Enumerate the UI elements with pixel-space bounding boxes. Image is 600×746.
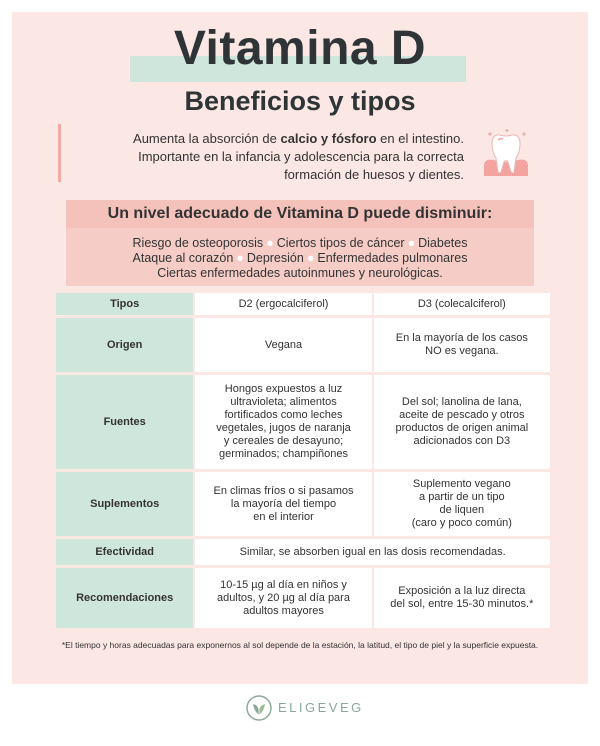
title-wrap (0, 22, 600, 76)
risk-list (66, 228, 534, 286)
d2-cell: Hongos expuestos a luz ultravioleta; alimentos fortificados como leches vegetales, jugos de naranja y cereales de desayuno; germinados; champiñones (195, 375, 371, 469)
shared-cell: Similar, se absorben igual en las dosis recomendadas. (195, 539, 550, 565)
table-row (56, 375, 550, 469)
risk-item: Ciertos tipos de cáncer (276, 236, 405, 250)
table-row (56, 568, 550, 628)
header-d3: D3 (colecalciferol) (374, 293, 550, 315)
table-row (56, 539, 550, 565)
intro-box (58, 124, 470, 182)
brand-name: ELIGEVEG (278, 700, 364, 715)
row-label: Origen (56, 318, 193, 372)
intro-text (64, 130, 464, 184)
d2-cell: 10-15 µg al día en niños y adultos, y 20 µg al día para adultos mayores (195, 568, 371, 628)
table-row (56, 472, 550, 536)
footnote: *El tiempo y horas adecuadas para exponernos al sol depende de la estación, la latitud, el tipo de piel y la superficie expuesta. (61, 640, 539, 650)
bullet-separator: ● (266, 236, 274, 250)
comparison-table (54, 290, 552, 631)
risk-line-2 (66, 251, 534, 266)
bullet-separator: ● (306, 251, 315, 265)
risk-item: Depresión (246, 251, 304, 265)
d2-cell: En climas fríos o si pasamos la mayoría del tiempo en el interior (195, 472, 371, 536)
d3-cell: Del sol; lanolina de lana, aceite de pescado y otros productos de origen animal adicionados con D3 (374, 375, 550, 469)
leaf-logo-icon (246, 695, 272, 721)
d3-cell: Suplemento vegano a partir de un tipo de liquen (caro y poco común) (374, 472, 550, 536)
tooth-icon (478, 126, 534, 182)
row-label: Recomendaciones (56, 568, 193, 628)
table-header-row (56, 293, 550, 315)
intro-bold: calcio y fósforo (280, 131, 377, 146)
header-d2: D2 (ergocalciferol) (195, 293, 371, 315)
brand-logo[interactable] (240, 695, 380, 721)
intro-part2: en el intestino. (376, 131, 464, 146)
table-row (56, 318, 550, 372)
page-subtitle: Beneficios y tipos (184, 86, 416, 116)
bullet-separator: ● (407, 236, 416, 250)
risk-heading: Un nivel adecuado de Vitamina D puede disminuir: (66, 200, 534, 228)
risk-item: Ataque al corazón (132, 251, 234, 265)
intro-part1: Aumenta la absorción de (133, 131, 281, 146)
risk-item: Ciertas enfermedades autoinmunes y neurológicas. (157, 266, 443, 280)
d2-cell: Vegana (195, 318, 371, 372)
row-label: Suplementos (56, 472, 193, 536)
row-label: Fuentes (56, 375, 193, 469)
risk-item: Riesgo de osteoporosis (132, 236, 264, 250)
row-label: Efectividad (56, 539, 193, 565)
risk-item: Diabetes (418, 236, 468, 250)
intro-line3: formación de huesos y dientes. (284, 167, 464, 182)
risk-line-3 (66, 266, 534, 281)
risk-item: Enfermedades pulmonares (317, 251, 468, 265)
d3-cell: En la mayoría de los casos NO es vegana. (374, 318, 550, 372)
bullet-separator: ● (236, 251, 244, 265)
page-title: Vitamina D (173, 22, 427, 75)
d3-cell: Exposición a la luz directa del sol, entre 15-30 minutos.* (374, 568, 550, 628)
intro-line2: Importante en la infancia y adolescencia para la correcta (138, 149, 464, 164)
header-tipos: Tipos (56, 293, 193, 315)
risk-line-1 (66, 236, 534, 251)
